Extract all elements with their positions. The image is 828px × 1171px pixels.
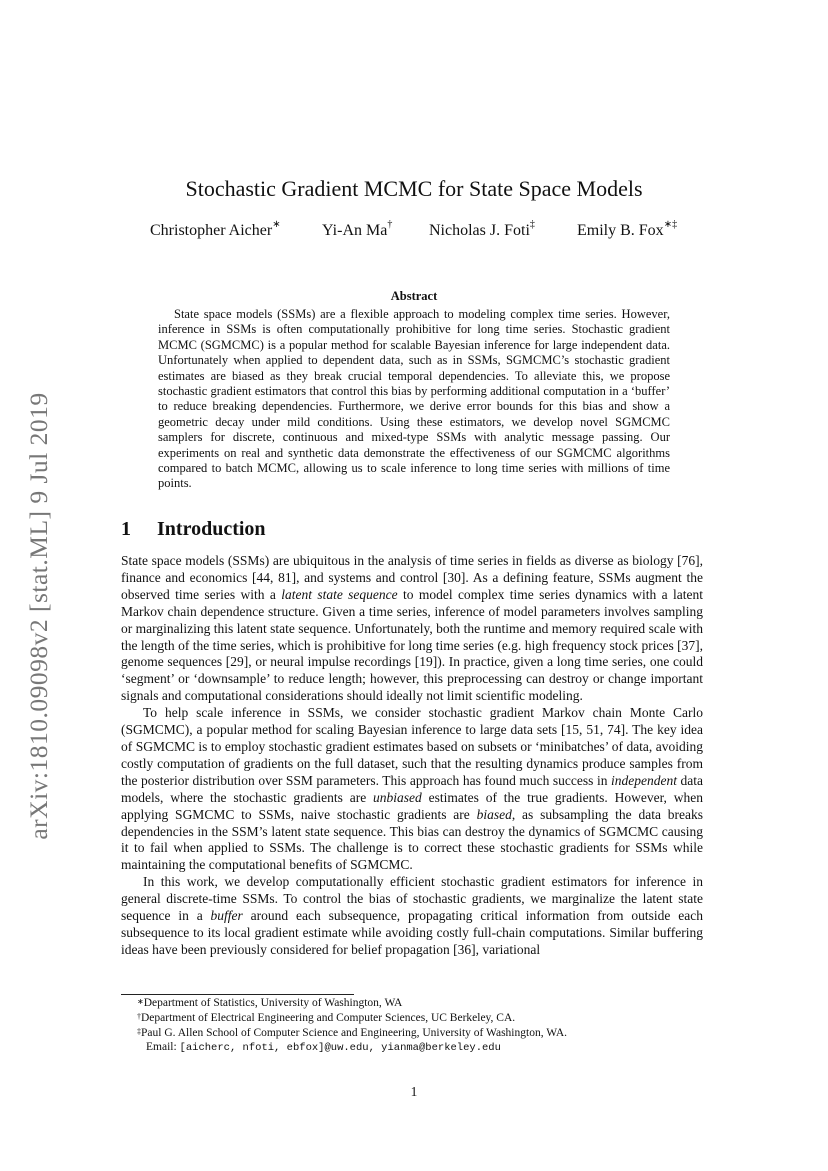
email-line: Email: [aicherc, nfoti, ebfox]@uw.edu, yianma@berkeley.edu xyxy=(146,1041,501,1055)
author: Emily B. Fox∗‡ xyxy=(577,219,678,239)
author-list xyxy=(150,219,710,244)
page-number: 1 xyxy=(410,1084,418,1099)
paragraph: State space models (SSMs) are ubiquitous in the analysis of time series in fields as diverse as biology [76], finance and economics [44, 81], and systems and control [30]. As a defining feature, SSMs augment the observed time series with a latent state sequence to model complex time series dynamics with a latent Markov chain dependence structure. Given a time series, inference of model parameters involves sampling or marginalizing this latent state sequence. Unfortunately, both the runtime and memory required scale with the length of the time series, which is prohibitive for long time series (e.g. high frequency stock prices [37], genome sequences [29], or neural impulse recordings [19]). In practice, given a long time series, one could ‘segment’ or ‘downsample’ to reduce length; however, this preprocessing can destroy or change important signals and computational considerations should ideally not limit scientific modeling. xyxy=(121,553,703,704)
paragraph: To help scale inference in SSMs, we consider stochastic gradient Markov chain Monte Carlo (SGMCMC), a popular method for scaling Bayesian inference to large data sets [15, 51, 74]. The key idea of SGMCMC is to employ stochastic gradient estimates based on subsets or ‘minibatches’ of data, avoiding costly computation of gradients on the full dataset, such that the resulting dynamics produce samples from the posterior distribution over SSM parameters. This approach has found much success in independent data models, where the stochastic gradients are unbiased estimates of the true gradients. However, when applying SGMCMC to SSMs, naive stochastic gradients are biased, as subsampling the data breaks dependencies in the SSM’s latent state sequence. This bias can destroy the dynamics of SGMCMC causing it to fail when applied to SSMs. The challenge is to correct these stochastic gradients for SSMs while maintaining the computational benefits of SGMCMC. xyxy=(121,705,703,873)
author: Christopher Aicher∗ xyxy=(150,219,281,239)
footnote-rule xyxy=(121,994,354,995)
footnotes xyxy=(137,996,707,1056)
section-number: 1 xyxy=(121,518,131,540)
abstract-heading: Abstract xyxy=(390,289,438,303)
arxiv-sidebar xyxy=(12,374,66,858)
abstract-text: State space models (SSMs) are a flexible approach to modeling complex time series. However, inference in SSMs is often computationally prohibitive for long time series. Stochastic gradient MCMC (SGMCMC) is a popular method for scalable Bayesian inference for large independent data. Unfortunately when applied to dependent data, such as in SSMs, SGMCMC’s stochastic gradient estimates are biased as they break crucial temporal dependencies. To alleviate this, we propose stochastic gradient estimators that control this bias by performing additional computation in a ‘buffer’ to reduce breaking dependencies. Furthermore, we derive error bounds for this bias and show a geometric decay under mild conditions. Using these estimators, we develop novel SGMCMC samplers for discrete, continuous and mixed-type SSMs with analytic message passing. Our experiments on real and synthetic data demonstrate the effectiveness of our SGMCMC algorithms compared to batch MCMC, allowing us to scale inference to long time series with millions of time points. xyxy=(158,307,670,491)
footnote: ∗Department of Statistics, University of Washington, WA xyxy=(137,997,403,1009)
arxiv-identifier: arXiv:1810.09098v2 [stat.ML] 9 Jul 2019 xyxy=(24,392,53,840)
footnote: ‡Paul G. Allen School of Computer Science and Engineering, University of Washington, WA. xyxy=(137,1026,567,1039)
body-text xyxy=(121,553,703,959)
footnote: †Department of Electrical Engineering and Computer Sciences, UC Berkeley, CA. xyxy=(137,1011,516,1024)
section-title: Introduction xyxy=(157,518,266,540)
section-heading xyxy=(121,518,266,541)
author: Nicholas J. Foti‡ xyxy=(429,219,535,239)
paragraph: In this work, we develop computationally efficient stochastic gradient estimators for inference in general discrete-time SSMs. To control the bias of stochastic gradients, we marginalize the latent state sequence in a buffer around each subsequence, propagating critical information from outside each subsequence to its local gradient estimate while avoiding costly full-chain computations. Similar buffering ideas have been previously considered for belief propagation [36], variational xyxy=(121,874,703,957)
paper-title: Stochastic Gradient MCMC for State Space Models xyxy=(185,176,643,201)
author: Yi-An Ma† xyxy=(322,219,393,239)
